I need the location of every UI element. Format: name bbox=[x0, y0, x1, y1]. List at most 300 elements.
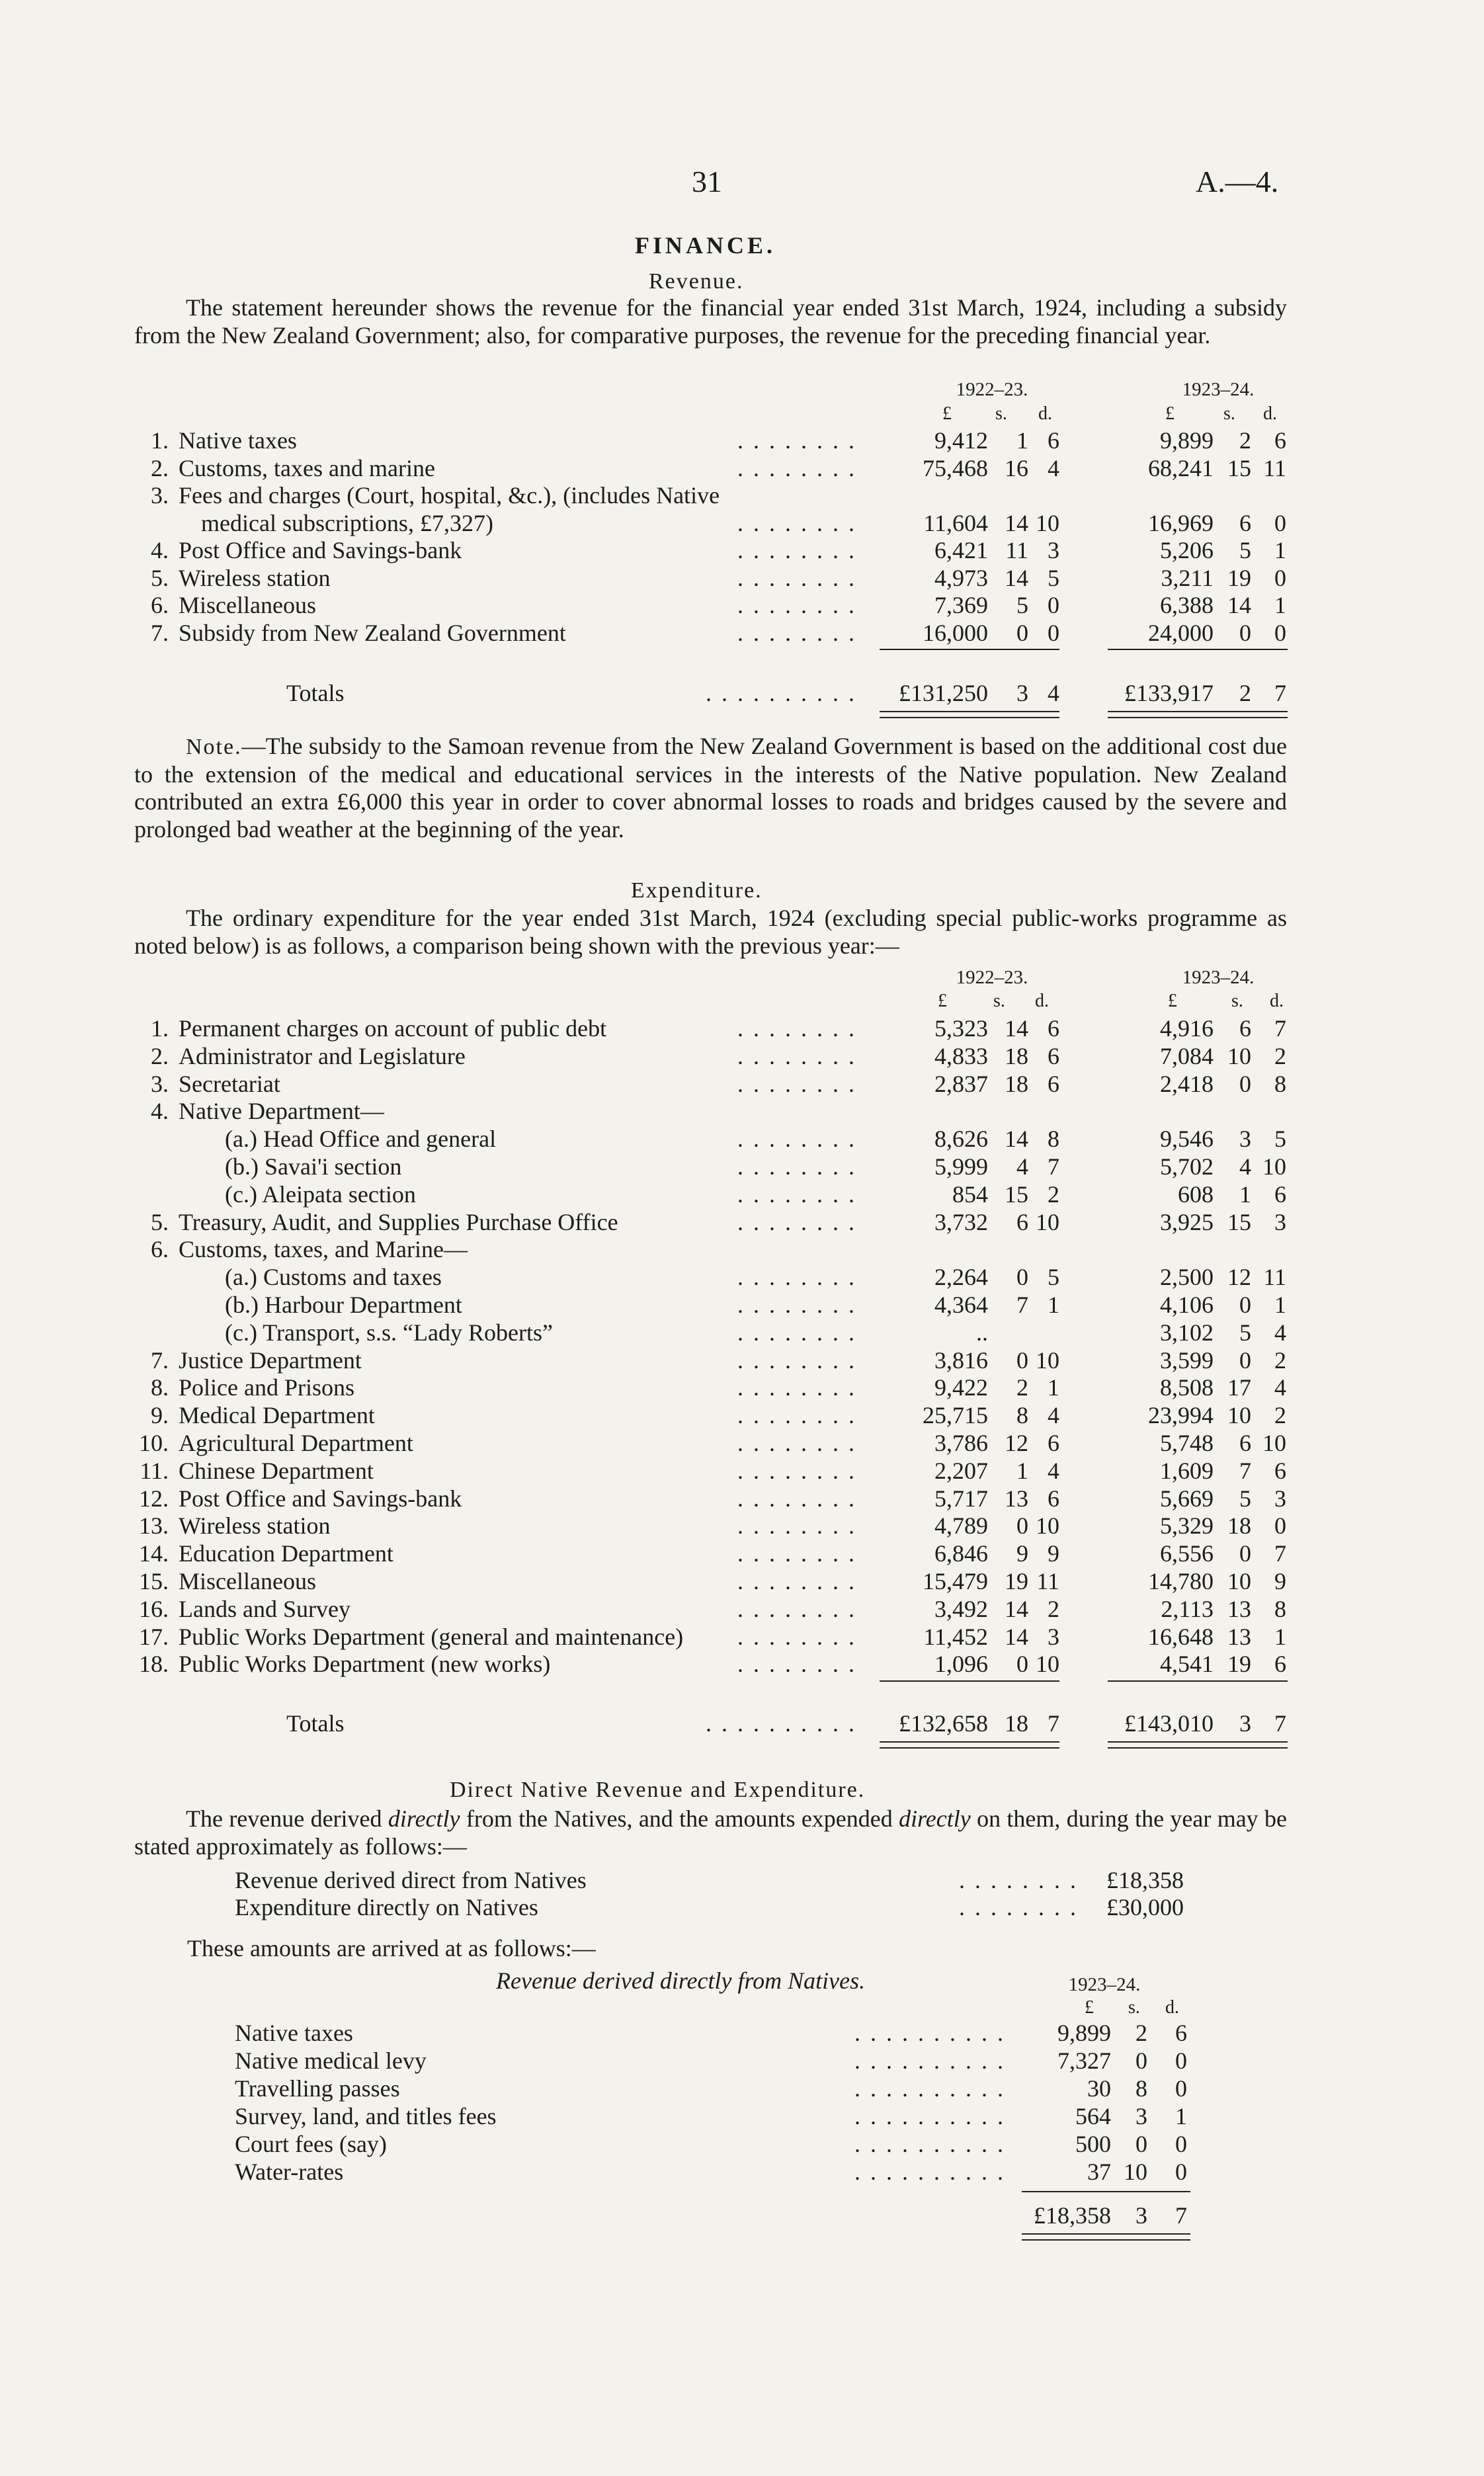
value-1922-pence: 2 bbox=[1048, 1595, 1059, 1622]
expenditure-unit-shilling-b: s. bbox=[1231, 991, 1243, 1011]
total-pounds: £18,358 bbox=[1034, 2202, 1111, 2229]
direct-row bbox=[0, 2158, 1484, 2186]
value-1922-pounds: 6,421 bbox=[934, 537, 988, 563]
value-1922-pounds: 75,468 bbox=[923, 454, 988, 481]
row-label: Native medical levy bbox=[235, 2047, 427, 2074]
value-1923-pence: 11 bbox=[1263, 454, 1286, 481]
value-1923-pence: 9 bbox=[1274, 1568, 1286, 1594]
leader-dots: . . . . . . . . bbox=[737, 1153, 856, 1180]
value-1923-pounds: 14,780 bbox=[1148, 1568, 1214, 1594]
direct-row bbox=[0, 2130, 1484, 2158]
row-number: 9. bbox=[151, 1402, 169, 1429]
total-double-rule-1922 bbox=[880, 1741, 1059, 1749]
row-number: 7. bbox=[151, 1346, 169, 1374]
value-1923-pounds: 9,899 bbox=[1160, 427, 1214, 454]
expenditure-row bbox=[0, 1485, 1484, 1512]
value-1923-shillings: 13 bbox=[1227, 1623, 1251, 1650]
value-pence: 0 bbox=[1175, 2159, 1187, 2185]
finance-title: FINANCE. bbox=[635, 232, 776, 259]
subtotal-rule-1922 bbox=[880, 1680, 1059, 1682]
value-1922-pounds: 4,973 bbox=[934, 564, 988, 591]
value-pence: 1 bbox=[1175, 2103, 1187, 2129]
value-1922-pounds: 11,604 bbox=[923, 509, 988, 536]
total-1923-pence: 7 bbox=[1274, 1710, 1286, 1737]
row-label: Travelling passes bbox=[235, 2075, 400, 2102]
revenue-totals-row bbox=[0, 679, 1484, 707]
direct-unit-shilling: s. bbox=[1128, 1997, 1140, 2018]
value-1923-pence: 10 bbox=[1262, 1153, 1286, 1180]
value-1923-pounds: 9,546 bbox=[1160, 1126, 1214, 1153]
row-number: 2. bbox=[151, 454, 169, 481]
value-1923-pounds: 68,241 bbox=[1148, 454, 1214, 481]
value-1922-pence: 3 bbox=[1048, 1623, 1059, 1650]
revenue-unit-pound-b: £ bbox=[1165, 403, 1175, 424]
row-number: 7. bbox=[151, 619, 169, 646]
total-1923-pence: 7 bbox=[1274, 680, 1286, 706]
value-1922-pence: 10 bbox=[1036, 1512, 1059, 1540]
row-number: 5. bbox=[151, 564, 169, 591]
value-1923-shillings: 10 bbox=[1227, 1402, 1251, 1429]
leader-dots: . . . . . . . . . . bbox=[854, 2047, 1005, 2074]
value-1922-pence: 0 bbox=[1048, 592, 1059, 618]
value-pounds: 7,327 bbox=[1057, 2047, 1111, 2074]
value-1922-pounds: 3,786 bbox=[934, 1430, 988, 1456]
value-1923-pounds: 2,113 bbox=[1161, 1595, 1214, 1622]
value-pence: 6 bbox=[1175, 2020, 1187, 2046]
value-1922-shillings: 4 bbox=[1016, 1153, 1028, 1180]
value-1923-pence: 3 bbox=[1274, 1208, 1286, 1235]
value-1922-shillings: 18 bbox=[1005, 1070, 1028, 1097]
total-1923-shillings: 3 bbox=[1239, 1710, 1251, 1737]
value-1922-pounds: 5,717 bbox=[934, 1485, 988, 1512]
value-1922-pence: 2 bbox=[1048, 1180, 1059, 1208]
value-1922-pence: 6 bbox=[1048, 1430, 1059, 1456]
value-1923-pounds: 4,541 bbox=[1160, 1651, 1214, 1678]
value-pounds: 37 bbox=[1087, 2159, 1111, 2185]
page-number: 31 bbox=[692, 165, 722, 198]
leader-dots: . . . . . . . . . . bbox=[854, 2103, 1005, 2129]
row-label: Native Department— bbox=[179, 1098, 384, 1125]
value-1922-pounds: 8,626 bbox=[934, 1126, 988, 1153]
expenditure-col-1922: 1922–23. bbox=[956, 967, 1028, 988]
value-1922-pounds: 1,096 bbox=[934, 1651, 988, 1678]
value-1922-pounds: 2,264 bbox=[934, 1264, 988, 1291]
row-number: 14. bbox=[139, 1540, 169, 1567]
value-1922-pence: 5 bbox=[1048, 564, 1059, 591]
value-1923-pence: 2 bbox=[1274, 1346, 1286, 1374]
revenue-row bbox=[0, 564, 1484, 592]
value-1923-pounds: 3,599 bbox=[1160, 1346, 1214, 1374]
row-label: Public Works Department (new works) bbox=[179, 1651, 551, 1678]
leader-dots: . . . . . . . . . . bbox=[854, 2020, 1005, 2046]
value-1923-shillings: 7 bbox=[1239, 1457, 1251, 1484]
expenditure-row bbox=[0, 1567, 1484, 1595]
row-label: Wireless station bbox=[179, 564, 331, 591]
value-1922-pounds: 11,452 bbox=[923, 1623, 988, 1650]
value-1922-shillings: 9 bbox=[1016, 1540, 1028, 1567]
value-1923-pence: 1 bbox=[1274, 592, 1286, 618]
revenue-row bbox=[0, 509, 1484, 537]
leader-dots: . . . . . . . . bbox=[737, 1126, 856, 1153]
direct-row bbox=[0, 2075, 1484, 2102]
expenditure-row bbox=[0, 1374, 1484, 1401]
value-shillings: 8 bbox=[1135, 2075, 1147, 2102]
value-1922-pence: 4 bbox=[1048, 1457, 1059, 1484]
value-1922-pence: 4 bbox=[1048, 1402, 1059, 1429]
total-1922-pence: 7 bbox=[1048, 1710, 1059, 1737]
row-number: 16. bbox=[139, 1595, 169, 1622]
leader-dots: . . . . . . . . bbox=[959, 1867, 1078, 1893]
value-1923-pounds: 1,609 bbox=[1160, 1457, 1214, 1484]
direct-heading: Direct Native Revenue and Expenditure. bbox=[450, 1778, 866, 1802]
value-1923-pounds: 608 bbox=[1178, 1180, 1214, 1208]
row-number: 5. bbox=[151, 1208, 169, 1235]
value-1922-pounds: 6,846 bbox=[934, 1540, 988, 1567]
value-1922-pence: 7 bbox=[1048, 1153, 1059, 1180]
value-1922-pounds: .. bbox=[976, 1319, 988, 1346]
value-1923-pounds: 7,084 bbox=[1160, 1042, 1214, 1069]
value-1923-pounds: 6,388 bbox=[1160, 592, 1214, 618]
totals-label: Totals bbox=[286, 1710, 345, 1737]
total-double-rule-1923 bbox=[1108, 1741, 1288, 1749]
summary-label: Revenue derived direct from Natives bbox=[235, 1867, 587, 1893]
value-shillings: 0 bbox=[1135, 2047, 1147, 2074]
expenditure-row bbox=[0, 1457, 1484, 1485]
expenditure-row bbox=[0, 1291, 1484, 1319]
leader-dots: . . . . . . . . bbox=[737, 454, 856, 481]
leader-dots: . . . . . . . . bbox=[737, 1568, 856, 1594]
value-1923-pence: 1 bbox=[1274, 537, 1286, 563]
value-1923-shillings: 1 bbox=[1239, 1180, 1251, 1208]
value-1922-shillings: 13 bbox=[1005, 1485, 1028, 1512]
expenditure-unit-pound-b: £ bbox=[1168, 991, 1177, 1011]
row-label: (c.) Transport, s.s. “Lady Roberts” bbox=[225, 1319, 553, 1346]
value-1922-shillings: 2 bbox=[1016, 1374, 1028, 1401]
leader-dots: . . . . . . . . bbox=[737, 1070, 856, 1097]
note-text: —The subsidy to the Samoan revenue from the New Zealand Government is based on the additional cost due to the extension of the medical and educational services in the interests of the Native population. New Zealand contributed an extra £6,000 this year in order to cover abnormal losses to roads and bridges caused by the severe and prolonged bad weather at the beginning of the year. bbox=[134, 733, 1287, 843]
value-1923-pence: 0 bbox=[1274, 509, 1286, 536]
value-1923-pence: 2 bbox=[1274, 1042, 1286, 1069]
revenue-unit-pound: £ bbox=[942, 403, 952, 424]
row-label: Justice Department bbox=[179, 1346, 362, 1374]
arrived-text: These amounts are arrived at as follows:— bbox=[187, 1935, 596, 1961]
value-1923-pounds: 5,206 bbox=[1160, 537, 1214, 563]
value-1922-pence: 10 bbox=[1036, 1651, 1059, 1678]
value-1923-pounds: 3,102 bbox=[1160, 1319, 1214, 1346]
summary-row bbox=[0, 1893, 1484, 1921]
row-label: Administrator and Legislature bbox=[179, 1042, 466, 1069]
value-1923-shillings: 17 bbox=[1227, 1374, 1251, 1401]
row-number: 1. bbox=[151, 1015, 169, 1042]
value-1923-pence: 4 bbox=[1274, 1374, 1286, 1401]
summary-label: Expenditure directly on Natives bbox=[235, 1894, 538, 1920]
row-number: 3. bbox=[151, 482, 169, 509]
row-label: Customs, taxes, and Marine— bbox=[179, 1236, 468, 1263]
value-1923-pence: 4 bbox=[1274, 1319, 1286, 1346]
value-1922-shillings: 0 bbox=[1016, 1512, 1028, 1540]
value-1922-shillings: 14 bbox=[1005, 1126, 1028, 1153]
value-1922-pounds: 2,837 bbox=[934, 1070, 988, 1097]
row-label: Chinese Department bbox=[179, 1457, 374, 1484]
value-1922-shillings: 5 bbox=[1016, 592, 1028, 618]
expenditure-unit-pence: d. bbox=[1035, 991, 1049, 1011]
expenditure-row bbox=[0, 1401, 1484, 1429]
value-pence: 0 bbox=[1175, 2075, 1187, 2102]
value-1923-pence: 1 bbox=[1274, 1292, 1286, 1318]
row-number: 3. bbox=[151, 1070, 169, 1097]
leader-dots: . . . . . . . . bbox=[737, 1430, 856, 1456]
value-1922-pounds: 25,715 bbox=[923, 1402, 988, 1429]
expenditure-row bbox=[0, 1208, 1484, 1236]
leader-dots: . . . . . . . . . . bbox=[854, 2159, 1005, 2185]
value-1923-pounds: 23,994 bbox=[1148, 1402, 1214, 1429]
value-1923-pounds: 24,000 bbox=[1148, 619, 1214, 646]
revenue-row bbox=[0, 454, 1484, 482]
value-1922-shillings: 19 bbox=[1005, 1568, 1028, 1594]
value-1922-pence: 4 bbox=[1048, 454, 1059, 481]
value-1923-shillings: 5 bbox=[1239, 1485, 1251, 1512]
value-1923-shillings: 0 bbox=[1239, 1070, 1251, 1097]
expenditure-row bbox=[0, 1263, 1484, 1291]
value-1923-shillings: 12 bbox=[1227, 1264, 1251, 1291]
row-label: Public Works Department (general and maintenance) bbox=[179, 1623, 684, 1650]
expenditure-unit-shilling: s. bbox=[993, 991, 1005, 1011]
value-1922-pence: 3 bbox=[1048, 537, 1059, 563]
row-label: Native taxes bbox=[179, 427, 297, 454]
value-1923-pounds: 4,106 bbox=[1160, 1292, 1214, 1318]
value-1922-shillings: 6 bbox=[1016, 1208, 1028, 1235]
total-1922-pounds: £131,250 bbox=[899, 680, 988, 706]
value-1922-shillings: 1 bbox=[1016, 427, 1028, 454]
leader-dots: . . . . . . . . bbox=[737, 1208, 856, 1235]
leader-dots: . . . . . . . . . . bbox=[706, 680, 856, 706]
value-1922-shillings: 8 bbox=[1016, 1402, 1028, 1429]
summary-value: £18,358 bbox=[1106, 1867, 1184, 1893]
value-1923-pounds: 2,500 bbox=[1160, 1264, 1214, 1291]
value-1923-shillings: 5 bbox=[1239, 1319, 1251, 1346]
row-label: Subsidy from New Zealand Government bbox=[179, 619, 566, 646]
value-1923-pence: 6 bbox=[1274, 427, 1286, 454]
revenue-unit-shilling: s. bbox=[995, 403, 1007, 424]
value-1923-pence: 3 bbox=[1274, 1485, 1286, 1512]
value-1922-pounds: 15,479 bbox=[923, 1568, 988, 1594]
row-label: Water-rates bbox=[235, 2159, 344, 2185]
leader-dots: . . . . . . . . bbox=[737, 1292, 856, 1318]
value-1922-shillings: 12 bbox=[1005, 1430, 1028, 1456]
value-1923-pence: 6 bbox=[1274, 1457, 1286, 1484]
expenditure-row bbox=[0, 1512, 1484, 1540]
value-1922-pounds: 3,492 bbox=[934, 1595, 988, 1622]
row-label: medical subscriptions, £7,327) bbox=[201, 509, 493, 536]
value-1922-shillings: 1 bbox=[1016, 1457, 1028, 1484]
value-1922-shillings: 11 bbox=[1005, 537, 1028, 563]
total-pence: 7 bbox=[1175, 2202, 1187, 2229]
total-1923-pounds: £133,917 bbox=[1124, 680, 1214, 706]
leader-dots: . . . . . . . . bbox=[737, 509, 856, 536]
value-1923-pence: 0 bbox=[1274, 1512, 1286, 1540]
row-label: Post Office and Savings-bank bbox=[179, 537, 462, 563]
value-1922-pounds: 7,369 bbox=[934, 592, 988, 618]
value-1922-shillings: 0 bbox=[1016, 1346, 1028, 1374]
value-1922-pounds: 4,833 bbox=[934, 1042, 988, 1069]
value-1923-pounds: 4,916 bbox=[1160, 1015, 1214, 1042]
leader-dots: . . . . . . . . bbox=[737, 564, 856, 591]
value-1923-shillings: 18 bbox=[1227, 1512, 1251, 1540]
value-1922-pence: 0 bbox=[1048, 619, 1059, 646]
value-1922-shillings: 14 bbox=[1005, 1015, 1028, 1042]
value-1922-pence: 6 bbox=[1048, 1070, 1059, 1097]
subtotal-rule-1922 bbox=[880, 649, 1059, 650]
total-double-rule-1922 bbox=[880, 711, 1059, 718]
value-1922-pounds: 3,732 bbox=[934, 1208, 988, 1235]
value-1923-pence: 7 bbox=[1274, 1015, 1286, 1042]
leader-dots: . . . . . . . . bbox=[737, 427, 856, 454]
value-1923-pence: 10 bbox=[1262, 1430, 1286, 1456]
totals-label: Totals bbox=[286, 680, 345, 706]
revenue-row bbox=[0, 591, 1484, 619]
row-label: Treasury, Audit, and Supplies Purchase Office bbox=[179, 1208, 618, 1235]
row-label: Miscellaneous bbox=[179, 1568, 316, 1594]
row-number: 4. bbox=[151, 537, 169, 563]
expenditure-row bbox=[0, 1650, 1484, 1678]
total-shillings: 3 bbox=[1135, 2202, 1147, 2229]
row-number: 18. bbox=[139, 1651, 169, 1678]
expenditure-row bbox=[0, 1125, 1484, 1153]
value-1923-shillings: 2 bbox=[1239, 427, 1251, 454]
total-1922-shillings: 18 bbox=[1005, 1710, 1028, 1737]
total-1923-pounds: £143,010 bbox=[1124, 1710, 1214, 1737]
direct-table-title: Revenue derived directly from Natives. bbox=[496, 1967, 866, 1994]
leader-dots: . . . . . . . . . . bbox=[854, 2075, 1005, 2102]
revenue-row bbox=[0, 427, 1484, 454]
value-1922-shillings: 0 bbox=[1016, 1651, 1028, 1678]
value-1923-pounds: 5,669 bbox=[1160, 1485, 1214, 1512]
value-1923-pounds: 6,556 bbox=[1160, 1540, 1214, 1567]
value-1923-shillings: 4 bbox=[1239, 1153, 1251, 1180]
total-1923-shillings: 2 bbox=[1239, 680, 1251, 706]
value-1922-pounds: 9,412 bbox=[934, 427, 988, 454]
revenue-heading: Revenue. bbox=[649, 269, 744, 294]
note-label: Note. bbox=[186, 735, 242, 759]
row-label: (b.) Savai'i section bbox=[225, 1153, 402, 1180]
leader-dots: . . . . . . . . bbox=[737, 1042, 856, 1069]
leader-dots: . . . . . . . . bbox=[737, 537, 856, 563]
expenditure-row bbox=[0, 1540, 1484, 1567]
row-label: Native taxes bbox=[235, 2020, 353, 2046]
row-number: 8. bbox=[151, 1374, 169, 1401]
direct-row bbox=[0, 2047, 1484, 2075]
value-1923-shillings: 0 bbox=[1239, 1540, 1251, 1567]
expenditure-unit-pence-b: d. bbox=[1270, 991, 1284, 1011]
value-pounds: 30 bbox=[1087, 2075, 1111, 2102]
total-1922-pounds: £132,658 bbox=[899, 1710, 988, 1737]
expenditure-totals-row bbox=[0, 1710, 1484, 1737]
value-pence: 0 bbox=[1175, 2047, 1187, 2074]
leader-dots: . . . . . . . . bbox=[737, 1319, 856, 1346]
revenue-col-1923: 1923–24. bbox=[1182, 379, 1255, 400]
document-reference: A.—4. bbox=[1196, 165, 1279, 198]
value-1922-pounds: 16,000 bbox=[923, 619, 988, 646]
value-pounds: 9,899 bbox=[1057, 2020, 1111, 2046]
revenue-row bbox=[0, 619, 1484, 647]
value-1922-pence: 1 bbox=[1048, 1374, 1059, 1401]
value-shillings: 3 bbox=[1135, 2103, 1147, 2129]
value-1923-pounds: 2,418 bbox=[1160, 1070, 1214, 1097]
value-1923-pounds: 5,702 bbox=[1160, 1153, 1214, 1180]
value-1922-pounds: 9,422 bbox=[934, 1374, 988, 1401]
value-1923-shillings: 10 bbox=[1227, 1568, 1251, 1594]
direct-col-1923: 1923–24. bbox=[1068, 1974, 1141, 1995]
row-number: 11. bbox=[140, 1457, 169, 1484]
value-1923-pounds: 3,925 bbox=[1160, 1208, 1214, 1235]
row-label: Wireless station bbox=[179, 1512, 331, 1540]
value-1923-pence: 8 bbox=[1274, 1070, 1286, 1097]
expenditure-heading: Expenditure. bbox=[631, 878, 763, 903]
revenue-row bbox=[0, 536, 1484, 564]
value-1922-pounds: 2,207 bbox=[934, 1457, 988, 1484]
value-1922-pence: 10 bbox=[1036, 1346, 1059, 1374]
row-number: 13. bbox=[139, 1512, 169, 1540]
value-1922-shillings: 14 bbox=[1005, 1623, 1028, 1650]
leader-dots: . . . . . . . . bbox=[737, 1623, 856, 1650]
value-1923-shillings: 6 bbox=[1239, 509, 1251, 536]
value-1923-pence: 5 bbox=[1274, 1126, 1286, 1153]
value-1922-pounds: 854 bbox=[952, 1180, 988, 1208]
leader-dots: . . . . . . . . bbox=[737, 1264, 856, 1291]
value-1922-pounds: 4,789 bbox=[934, 1512, 988, 1540]
row-number: 1. bbox=[151, 427, 169, 454]
summary-value: £30,000 bbox=[1106, 1894, 1184, 1920]
leader-dots: . . . . . . . . bbox=[959, 1894, 1078, 1920]
note-paragraph bbox=[134, 733, 1287, 843]
value-1923-pence: 11 bbox=[1263, 1264, 1286, 1291]
expenditure-row bbox=[0, 1429, 1484, 1457]
row-label: Permanent charges on account of public debt bbox=[179, 1015, 607, 1042]
value-pounds: 500 bbox=[1075, 2131, 1111, 2157]
expenditure-row bbox=[0, 1070, 1484, 1098]
value-1922-pence: 1 bbox=[1048, 1292, 1059, 1318]
value-1922-shillings: 0 bbox=[1016, 1264, 1028, 1291]
direct-total-double-rule bbox=[1022, 2233, 1190, 2241]
value-1923-pounds: 3,211 bbox=[1161, 564, 1214, 591]
value-1923-pounds: 16,648 bbox=[1148, 1623, 1214, 1650]
value-1922-pence: 10 bbox=[1036, 509, 1059, 536]
leader-dots: . . . . . . . . bbox=[737, 1180, 856, 1208]
row-number: 6. bbox=[151, 1236, 169, 1263]
value-1922-pence: 8 bbox=[1048, 1126, 1059, 1153]
expenditure-row bbox=[0, 1235, 1484, 1263]
expenditure-row bbox=[0, 1346, 1484, 1374]
value-1922-shillings: 7 bbox=[1016, 1292, 1028, 1318]
value-1922-pounds: 3,816 bbox=[934, 1346, 988, 1374]
value-1923-pounds: 5,748 bbox=[1160, 1430, 1214, 1456]
row-label: Education Department bbox=[179, 1540, 393, 1567]
revenue-row bbox=[0, 481, 1484, 509]
value-1923-shillings: 0 bbox=[1239, 1346, 1251, 1374]
leader-dots: . . . . . . . . bbox=[737, 1457, 856, 1484]
row-label: Police and Prisons bbox=[179, 1374, 354, 1401]
value-1923-shillings: 14 bbox=[1227, 592, 1251, 618]
row-label: (a.) Head Office and general bbox=[225, 1126, 497, 1153]
row-label: (a.) Customs and taxes bbox=[225, 1264, 442, 1291]
leader-dots: . . . . . . . . bbox=[737, 619, 856, 646]
value-shillings: 10 bbox=[1124, 2159, 1147, 2185]
expenditure-row bbox=[0, 1097, 1484, 1125]
value-1922-pence: 6 bbox=[1048, 1485, 1059, 1512]
value-1923-shillings: 5 bbox=[1239, 537, 1251, 563]
value-1922-shillings: 14 bbox=[1005, 509, 1028, 536]
value-1922-shillings: 0 bbox=[1016, 619, 1028, 646]
